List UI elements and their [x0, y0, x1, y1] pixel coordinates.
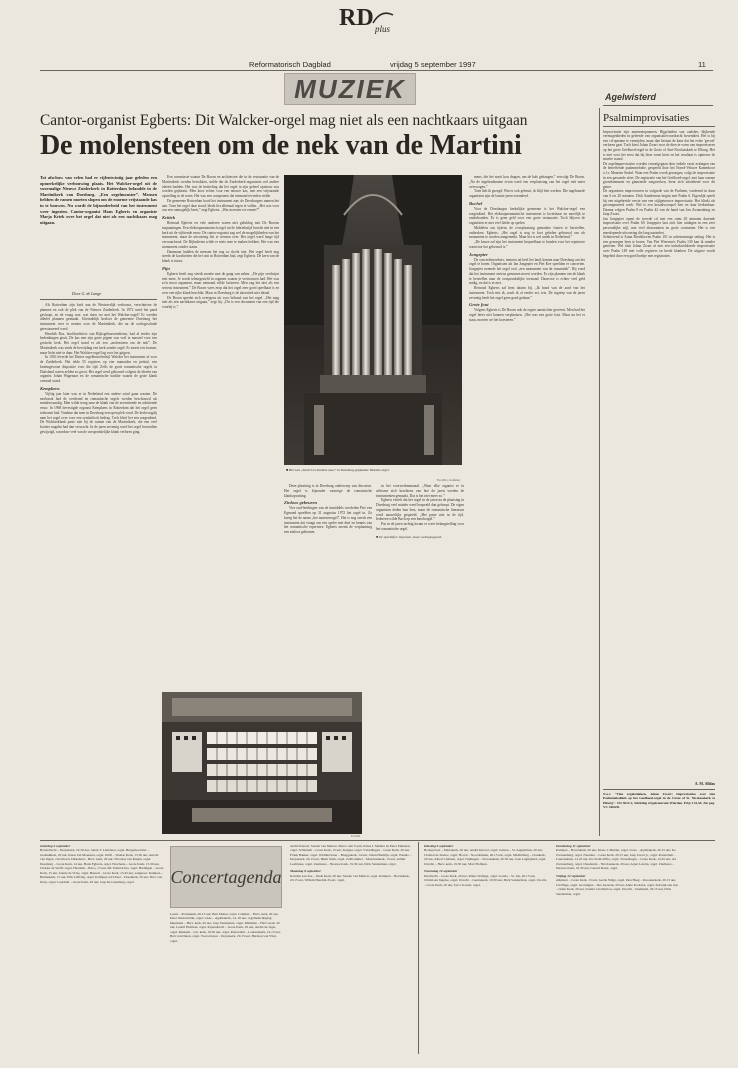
agenda-column-2 [170, 912, 282, 1054]
article-headline: De molensteen om de nek van de Martini [40, 130, 522, 161]
agenda-day-heading: Donderdag 11 september [556, 844, 591, 848]
article-lead: Tot afschuw van velen had er vijfentwintig jaar geleden een opmerkelijke verbouwing plaats. Het Walcker-orgel uit de voormalige Nieuwe Zuiderkerk in Rotterdam belandde in de Martinikerk van Doesburg. „Een orgelmonster”. Mensen hebben de ramen moeten slopen om de enorme vrijstaande kas in te bouwen. Nu wordt de bijzonderheid van het instrument weer ingezien. Cantor-organist Hans Egberts en organiste Marja Kriek over het orgel dat niet als een nachtkaars mag uitgaan. [40, 175, 157, 225]
agenda-day-heading: Maandag 8 september [290, 869, 321, 874]
body-column-3: Deze plaatsing is in Doesburg onderwerp van discussie. Het orgel is bijzonder vanwege de romantische klankopvatting. Zinloos gebeuren Vier oud-leerlingen van de inmiddels overleden Piet van Egmond speelden op 31 augustus 1972 het orgel in. Zo kreeg het de naam „het monsterorgel”. Het is nog steeds een instrument dat vraagt om een speler met durf en kennis van het romantische repertoire. Egberts noemt de verplaatsing een zinloos gebeuren. [284, 484, 372, 534]
page-number: 11 [698, 60, 706, 69]
console-photo-art [162, 692, 362, 834]
section-banner [284, 73, 416, 105]
sidebar-note-rule [603, 789, 715, 790]
agenda-column-3 [290, 844, 414, 1054]
sidebar-title: Psalmimprovisaties [603, 112, 690, 124]
sidebar-note: N.a.v. "Tien orgelstukken, Johan Zwart; Improvisaties over tien Psalmmelodieën op het Geelhoed-orgel in de Grote of St. Nicolaaskerk te Elburg". CD 3014-2, Stichting Orgelcentrum Wierden. Prijs f 32,50. Zie pag. VC 3464/R. [603, 792, 715, 810]
agenda-top-rule [40, 840, 715, 841]
lead-rule [40, 299, 157, 300]
logo-subtext: plus [375, 24, 391, 34]
organ-photo [284, 175, 462, 465]
body-column-4: in het voorwerkmanuaal. „Waar elke organist er in adviseur zich krachtens van hoe de jaren werden de instrumenten gemaakt. Dat is het niet meer zo.” Egberts vertelt dat het orgel in de jaren na de plaatsing in Doesburg veel minder werd bespeeld dan gehoopt. De eigen organisten deden hun best, maar de romantische literatuur werd nauwelijks gespeeld. „Het paste niet in de tijd. Iedereen wilde Bach op een barokorgel.” Pas in de jaren tachtig kwam er weer belangstelling voor het romantische orgel. ■ De speeltafel: imposant, maar weinigzeggend. [376, 484, 464, 539]
sidebar-signature: A. M. Alblas [694, 781, 715, 786]
sidebar-body: Improvisatie zijn momentopnamen. Bijgeluiden van oudsher, blijkende vermogenheden in geleerde van organisatievoordracht bovendien. Het is bij een cd-opname te vermijden, maar dan bestaat de kans dat het echte 'gevoel' verloren gaat. Toch kiest Johan Zwart voor de directe vorm van improviseren op het grote Geelhoed-orgel in de Grote of Sint-Nicolaaskerk te Elburg. Het is niet voor het eerst dat hij deze vorm kiest en het resultaat is opnieuw de moeite waard. De orgelimprovisaties worden voorafgegaan door enkele vaste zettingen van de betreffende psalmmelodie, gespeeld door het Noord-Veluwe Kamerkoor o.l.v. Maarten Stokel. Waar een Psalm wordt gezongen, volgt de improvisatie in een passende sfeer. De registratie van het Geelhoed-orgel, met haar warme grondstemmen en glanzende tongwerken, leent zich uitstekend voor dit genre. De organisten improviseren in volgorde van de Psalmen, variërend in duur van 6 tot 20 minuten. Dick Sanderman begint met Psalm 6. Eigenlijk speelt hij een uitgebreide versie van een stijlgetrouwe improvisatie. Het klinkt als gecomponeerd werk. Wel is een koraalvoorspel hier en daar herkenbaar. Daarna volgen Psalm 8 en Psalm 42 van de hand van Jan Zwanenburg en Jaap Zwart. Jan Jongepier opent de tweede cd met een ruim 20 minuten durende improvisatie over Psalm 69. Jongepier laat zich hier uitdagen in een zeer persoonlijke stijl, met veel dissonanten en grote contrasten. Het is een meeslepende uitvoering die lang nazindert. Schitterend is Arian Broekhoven Psalm 101 in achtstemmige setting. Het is een genoegen hem te horen. Van Piet Wiersma's Psalm 130 kan ik minder genieten. Wel sluit Johan Zwart af met een indrukwekkende improvisatie over Psalm 149 met volle registers en brede klanken. De uitgave wordt begeleid door een goed boekje met registraties. [603, 129, 715, 258]
date: vrijdag 5 september 1997 [390, 60, 476, 69]
agenda-listing: Katwijk aan Zee – Oude Kerk, 20 uur, Sander van Marion, orgel. Kampen – Bovenkerk, 20.15 uur, Willem Hendrik Zwart, orgel. [290, 873, 410, 883]
agenda-listing: Barendrecht – Dorpskerk, 19.30 uur, Johan T. Lemckert, orgel. Burgerkwartier – Gedenkhuis, 20 uur, Klaas Jan Moeuzen, orgel. Delft – Waalse Kerk, 15.30 uur, Arnold van Ingen, clavichord. Dirksland – Herv. kerk, 20 uur, Nicolaas van Ruijen, orgel. Doesburg – Grote Kerk, 14 uur, Hans Egberts, orgel. Enschede – Grote Kerk, 15.30 uur, Charles de Wolff, orgel. Haarlem – Bavo, 15 uur, Mr. Pallavicino, orgel. Harlingen – Grote Kerk, 15 uur, Jannie de Vries, orgel. Hasselt – Grote Kerk, 15.45 uur, zangkoor. Kampen – Buitenkerk, 15 uur, Erik Leffring, orgel. Krimpen a/d IJssel – IJsselkerk, 20 uur, Dico van Dorp, orgel. Leerdam – Grote Kerk, 20 uur, Jaap Kroonenburg, orgel. [40, 848, 164, 884]
sidebar [603, 108, 715, 838]
agenda-day-heading: Vrijdag 12 september [556, 873, 586, 878]
byline: Door G. de Lange [72, 291, 102, 296]
sidebar-label: Agelwisterd [605, 92, 657, 102]
agenda-day-heading: Dinsdag 9 september [424, 844, 454, 848]
article-right-rule [599, 108, 600, 836]
agenda-title: Concertagenda [170, 866, 282, 887]
agenda-column-5 [556, 844, 680, 1054]
agenda-column-4 [424, 844, 548, 1054]
subhead-kempkens: Kempkens [40, 385, 60, 391]
agenda-listing: Dordrecht – Grote Kerk, 20 uur, Rinus Verhage, orgel. Gouda – St. Jan, 20.15 uur, Christiaan Ingelse, orgel. Utrecht – Geertekerk, 19.30 uur, Dick Sanderman, orgel. Zwolle – Grote Kerk, 20 uur, Jan J. Koster, orgel. [424, 873, 547, 887]
body-column-2: Een commissie waarin De Boorn en architecten die in de restauratie van de Martinikerk werden betrokken, stelde dat de Zuiderkerk-organisten wel andere ideeën hadden. Het was de bedoeling dat het orgel in zijn geheel opnieuw zou worden geplaatst. Men koos echter voor een nieuwe kas, met een vrijstaande opstelling in de toren. Het was een compromis dat niemand tevreden stelde. De gemeente Rotterdam bood het instrument aan; de Doesburgers namen het aan. Toen het orgel daar stond, bleek het allemaal tegen te vallen. „Het was voor ons een onmogelijk bezit,” zegt Egberts. „Wat moesten we ermee?” Kritiek Reinoud Egberts en vele anderen waren niet gelukkig met De Boorns inspanningen. Een elektropneumatisch orgel uit de fabriekstijd hoorde niet in een kerk uit de vijftiende eeuw. De cantor-organist zag wel de mogelijkheden van het instrument, maar de uitvoering liet te wensen over. Het orgel werd lange tijd verwaarloosd. De Rijksdienst wilde er niets mee te maken hebben. Het was een monument zonder status. Dansmaar hadden de mensen het nog zo slecht niet. Het orgel heeft nog steeds de kwaliteiten die het ooit in Rotterdam had, zegt Egberts. De kern van de klank is intact. Pijn Egberts heeft nog steeds moeite met de gang van zaken. „De pijn verdwijnt niet meer. Je wordt teleurgesteld in organen waarin je vertrouwen had. Het was zo'n mooi argument, maar niemand wilde luisteren. Men zag het niet als een serieus instrument.” De Boorn wees erop dat het orgel zeer goed speelbaar is en over een rijke klank beschikt. Maar in Doesburg is de akoestiek niet ideaal. De Boorn spreekt zich overigens uit voor behoud van het orgel. „Het mag niet als een nachtkaars uitgaan,” zegt hij. „Dit is een document van een tijd die voorbij is.” [162, 175, 279, 309]
section-title: MUZIEK [294, 73, 406, 104]
agenda-listing: Bodegraven – Mariakerk, 20 uur, André Knevel, orgel. Gelsen – St. Augustinus, 20 uur, Chantal de Zeeuw, orgel. Hoorn – Noorderkerk, 20.15 uur, orgel. Middelburg – Oostkerk, 20 uur, Albert Clement, orgel. Nijmegen – Stevenskerk, 20.30 uur, Jean Lugtigheid, orgel. Utrecht – Herv. kerk, 19.30 uur, Mart Hofman. [424, 848, 547, 866]
subhead-pijn: Pijn [162, 265, 170, 271]
agenda-listing: Alkmaar – Grote Kerk, 13 uur, Gerda Stilgé, orgel. Den Haag – Kloosterkerk, 20.15 uur, Jan Hage, orgel. Groningen – Der Aa-kerk, 20 uur, Anne Kooistra, orgel. Katwijk aan Zee – Oude Kerk, 20 uur, Sander van Marion, orgel. Utrecht – Domkerk, 20.15 uur, Dick Sanderman, orgel. [556, 878, 678, 896]
photo1-caption: ■ Het was „bochel en kromme neus” in Doesburg geplaatste Walcker-orgel. [286, 468, 390, 472]
article-kicker: Cantor-organist Egberts: Dit Walcker-orgel mag niet als een nachtkaars uitgaan [40, 112, 528, 129]
agenda-divider [418, 842, 419, 1054]
agenda-listing: Leens – Petruskerk, 20.15 uur, Bert Matter, orgel. Lemmer – Herv. kerk, 20 uur, Peter Westerbrink, orgel. Lisse – Agathakerk, 14–18 uur, orgelbezichtiging. Meerkerk – Herv. kerk, 20 uur, Jaap Vermeulen, orgel. Middelie – Herv. kerk, 20 uur, Ludolf Hofman, orgel. Papendrecht – Grote Kerk, 20 uur, André de Jager, orgel. Renkum – Grt. kerk, 19.30 uur, orgel. Rotterdam – Laurenskerk, 14.15 uur, Bert van Dalen, orgel. Voorschoten – Dorpskerk, 20.15 uur, Herman van Vliet, orgel. [170, 912, 281, 943]
body-column-1: Als Rotterdam zijn kerk aan de Westzeedijk verbouwt, verschuiven de plannen en ook de plek van de Nieuwe Zuiderkerk. In 1972 werd het pand gesloopt, en de vraag was: wat doen we met het Walcker-orgel? Er werden allerlei plannen gemaakt. Uiteindelijk besloot de gemeente Doesburg het instrument over te nemen voor de Martinikerk, die na de oorlogsschade gerestaureerd werd. Hendrik Bos, hoofdarchitect van Rijksgebouwendienst, had al eerder zijn bedenkingen geuit. De kas met zijn grote pijpen was veel te massief voor een gotische kerk. Het orgel stond er als een „molensteen om de nek”. De Martinikerk was sinds de bevrijding een kerk zonder orgel. Er moest iets komen, maar liefst niet te duur. Het Walcker-orgel lag voor het grijpen. In 1916 leverde het Duitse orgelbouwbedrijf Walcker het instrument af voor de Zuiderkerk. Het telde 55 registers op vier manualen en pedaal, een buitengewone dispositie voor die tijd. Zelfs de grote romantische orgels in Duitsland waren zelden zo groot. Het orgel werd gebouwd volgens de ideeën van organist Johan Wagenaar en de romantische traditie waarin de grote klank centraal stond. Kempkens Vijftig jaar later was er in Nederland een andere wind gaan waaien. De neobarok had de overhand en romantische orgels werden beschouwd als minderwaardig. Men wilde terug naar de klank van de zeventiende en achttiende eeuw. In 1968 bevestigde organist Kempkens in Rotterdam dat het orgel geen toekomst had. Vandaar dat men in Doesburg een open plek vond. De kerkvoogdij nam het orgel over voor een symbolisch bedrag. Toch bleef het een zorgenkind. De Walckerklank paste niet bij de ruimte van de Martinikerk, die een veel kortere nagalm had dan verwacht. In de jaren zeventig werd het orgel bovendien gewijzigd, waardoor veel van de oorspronkelijke klank verloren ging. [40, 303, 157, 434]
sidebar-label-rule [603, 105, 713, 106]
subhead-bochel: Bochel [469, 200, 483, 206]
sidebar-title-rule [603, 126, 715, 127]
organ-photo-art [284, 175, 462, 465]
svg-text:RD: RD [339, 5, 374, 29]
photo2-caption: ■ De speeltafel: imposant, maar weinigzeggend. [376, 534, 442, 539]
agenda-title-box [170, 846, 282, 908]
paper-name: Reformatorisch Dagblad [249, 60, 331, 69]
masthead-rule [40, 70, 713, 71]
photo2-credit: Foto RD [350, 835, 360, 838]
agenda-day-heading: Zaterdag 6 september [40, 844, 71, 848]
subhead-jongepier: Jongepier [469, 251, 488, 257]
subhead-kritiek: Kritiek [162, 215, 176, 220]
agenda-day-heading: Woensdag 10 september [424, 869, 458, 874]
console-photo [162, 692, 362, 834]
subhead-zinloos: Zinloos gebeuren [284, 500, 318, 506]
agenda-listing: André Knevel, Sander van Marion. Marco den Toom, Klaas J. Mulder en Peter Eikenaar, orgel. Schiedam – Grote Kerk, 15 uur, Kuijper, orgel. Vlaardingen – Grote Kerk, 20 uur, Frank Bakker, orgel. Waddinxveen – Bruggekerk, 14 uur, Johan Hermijn, orgel. Wezelo – Dorpskerk, 20.15 uur, Henk Stam, orgel. Zaltbommel – Maartenskerk, 15 uur, Arthur Leefmans, orgel. Zierikzee – Nieuwe Kerk, 19.30 uur, Dick Sanderman, orgel. [290, 844, 412, 866]
subhead-grote-fout: Grote fout [469, 302, 489, 308]
agenda-column-1 [40, 844, 164, 1054]
agenda-listing: Kampen – Bovenkerk, 20 uur, Klaas J. Mulder, orgel. Lisse – Agathakerk, 20.15 uur, Ko Zwanenburg, orgel. Naarden – Grote Kerk, 20.15 uur, Jaap Zwart jr., orgel. Rotterdam – Laurenskerk, 12.45 uur, Ine Stam-Witte, orgel. Vlaardingen – Grote Kerk, 12.45 uur, Ad Zwanenburg, orgel. IJsselstein – Nicolaaskerk, 20 uur, Arjen Leistra, orgel. Zierikzee – Nieuwe Kerk, 19.30 uur, Gerard Roest, orgel. [556, 848, 677, 871]
photo1-credit: Foto RD, J. Koffeman [436, 479, 460, 482]
body-column-5: mens, die het nooit kon dragen, om de hals gehangen,” vervolgt De Boorn. „Na de ingebruikname ervan werd een verplaatsing van het orgel niet meer overwogen.” Toen heb ik gezegd: Wat er ook gebeurt, ik blijf hier werken. Die ingehuurde organisten zijn de laatste jaren veranderd. Bochel Voor de Doesburgse kerkelijke gemeente is het Walcker-orgel een zorgenkind. Het elektropneumatische instrument is kwetsbaar en moeilijk te onderhouden. Er is geen geld voor een grote restauratie. Toch blijven de organisten er met veel liefde op spelen. Middelen om tijdens de overplaatsing gemaakte fouten te herstellen, ontbreken. Egberts: „Het orgel is nog te kort geleden gebouwd om als monument te worden aangemerkt. Maar het is wel uniek in Nederland.” „De keuze zal zijn het instrument bespeelbaar te houden voor het repertoire waarvoor het gebouwd is.” Jongepier De concertbezoekers, mensen uit heel het land, komen naar Doesburg om het orgel te horen. Organisten als Jan Jongepier en Piet Kee speelden er concerten. Jongepier noemde het orgel ooit „een monument van de romantiek”. Hij vond dat het instrument serieus genomen moest worden. Er zijn plannen om de klank te herstellen naar de oorspronkelijke toestand. Daarvoor is echter veel geld nodig, en dat is er niet. Reinoud Egberts zal hem daarin bij. „Ik houd van de aard van het instrument. Toch mis ik, zoals ik al eerder zei, iets. De ingreep van de jaren zeventig heeft het orgel geen goed gedaan.” Grote fout Volgens Egberts is De Boorn ook de ergste aanstichter geweest. Men had het orgel beter niet kunnen verplaatsen. „Het was een grote fout. Maar nu het er staat, moeten we het koesteren.” [469, 175, 585, 322]
